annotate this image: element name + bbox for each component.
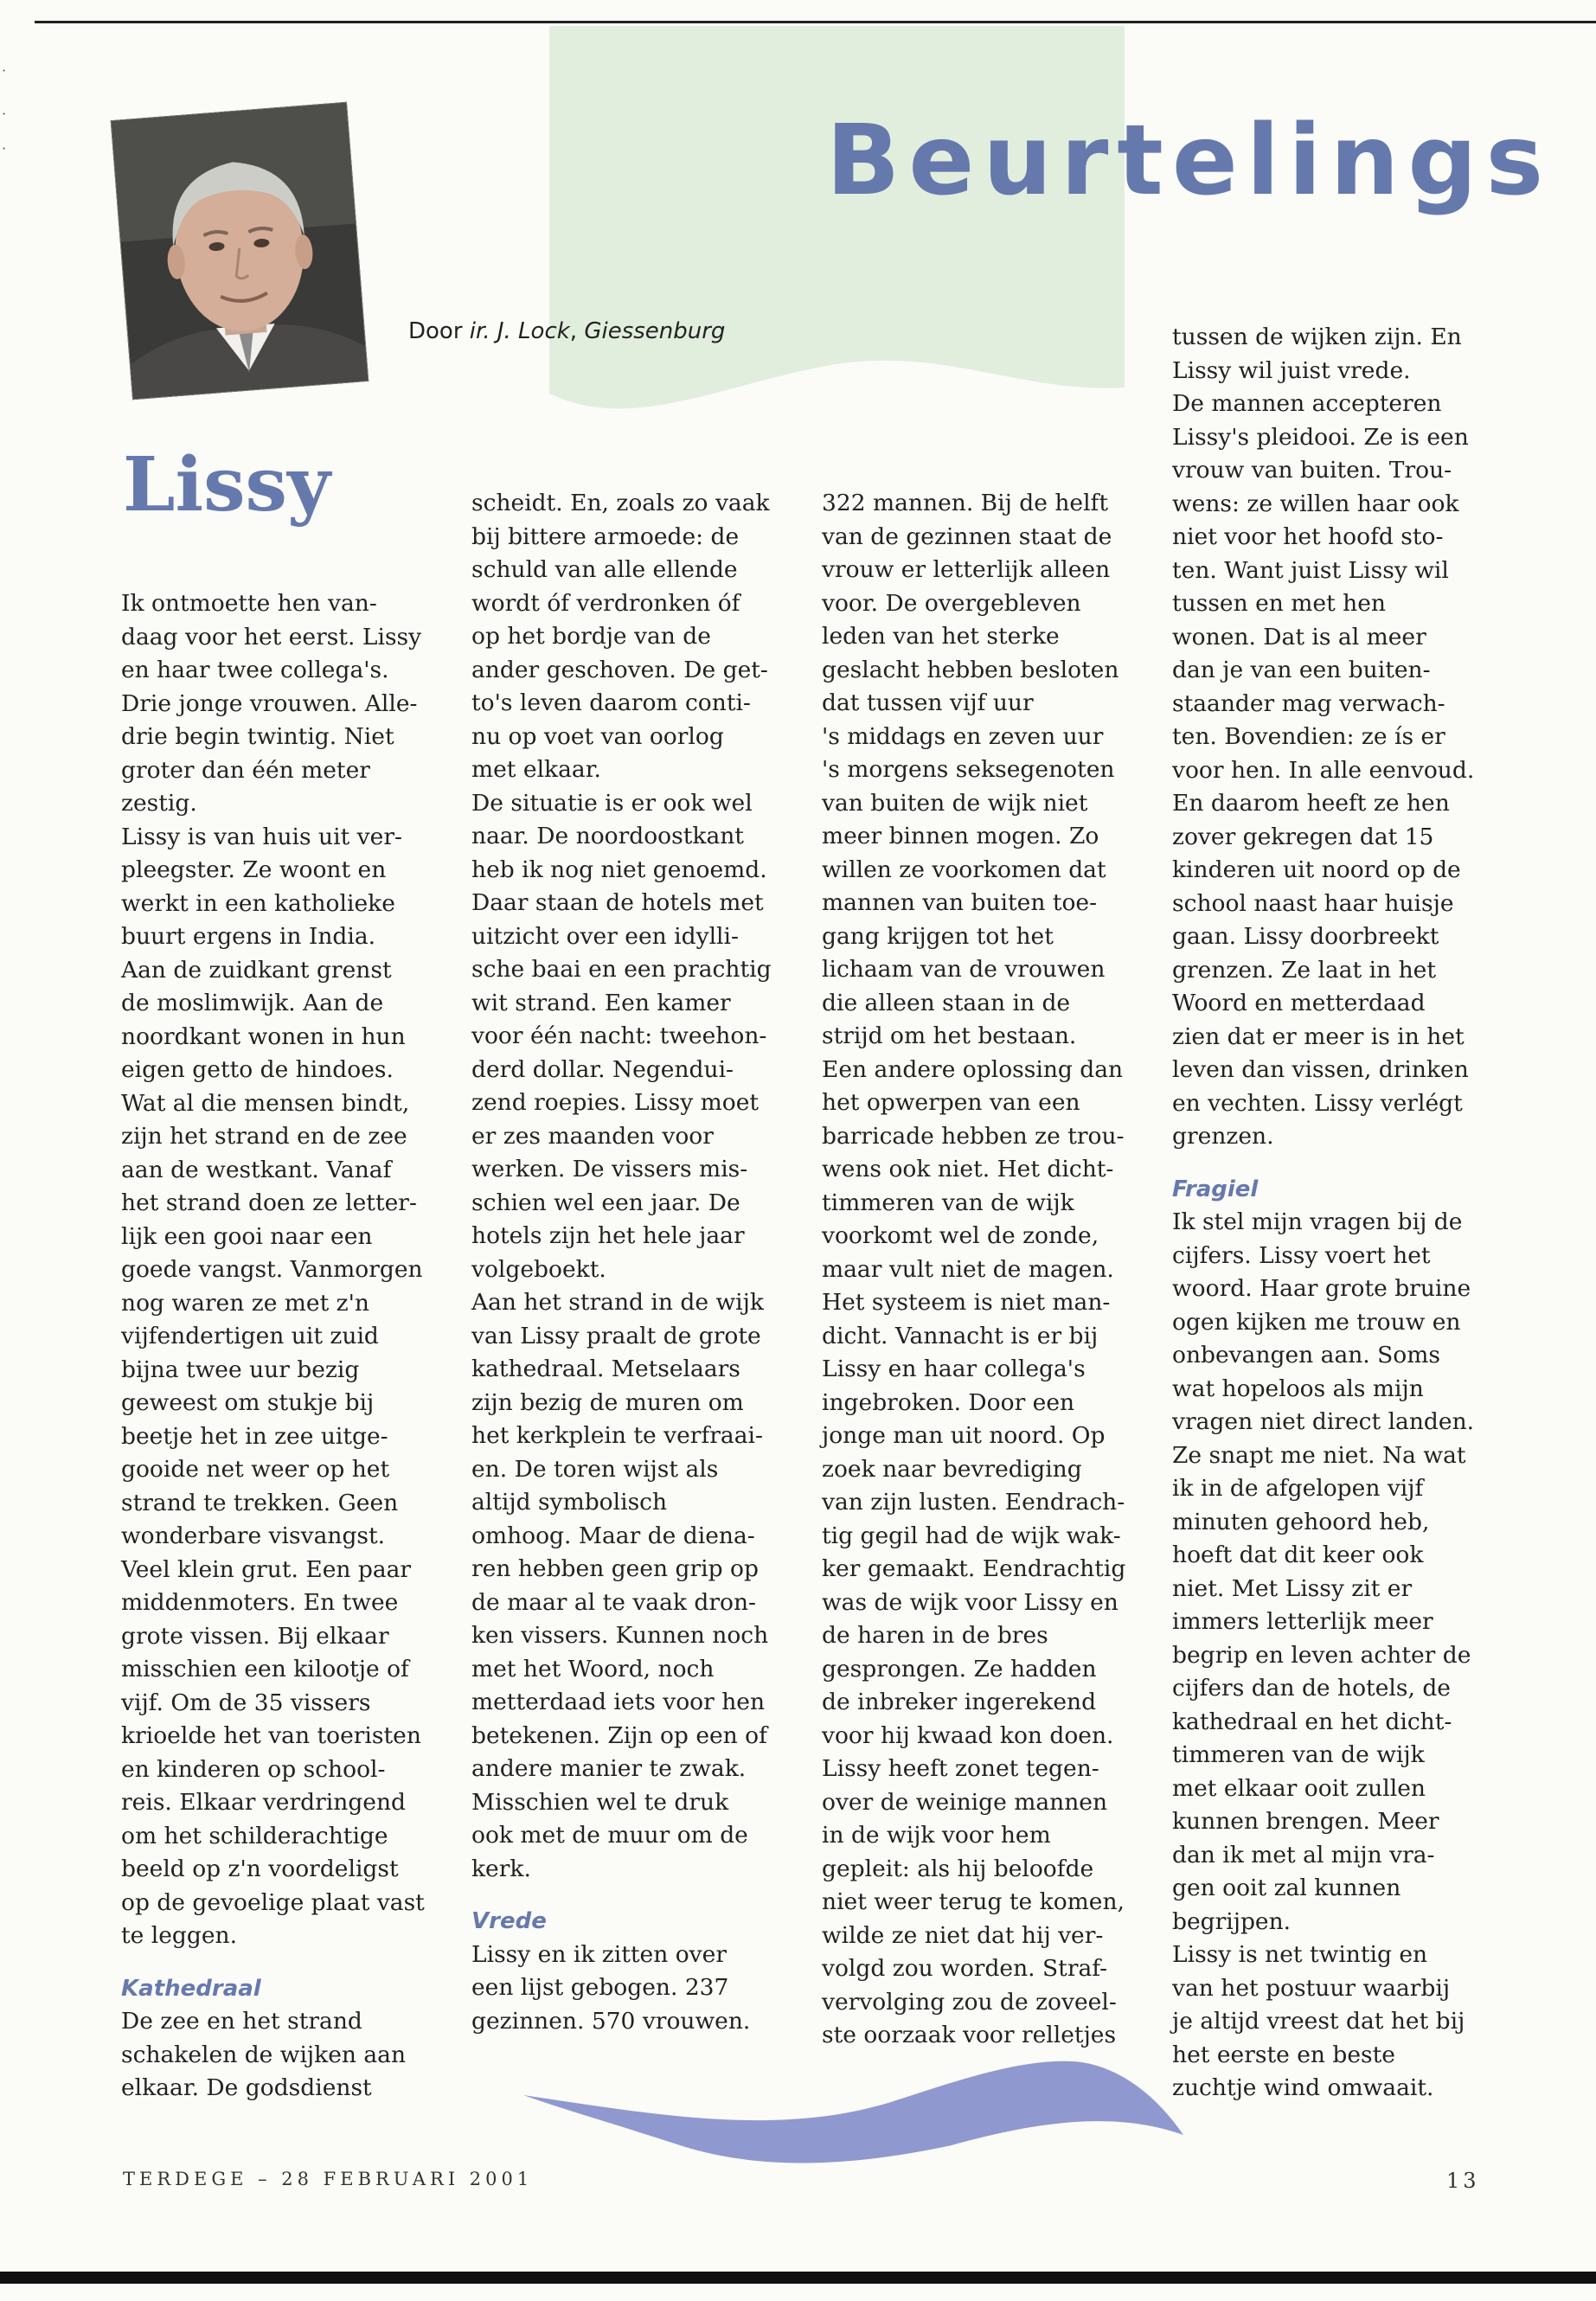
text-line: Ik ontmoette hen van- bbox=[121, 590, 377, 617]
text-line: Aan het strand in de wijk bbox=[471, 1289, 764, 1316]
text-line: gooide net weer op het bbox=[121, 1456, 390, 1483]
text-line: timmeren van de wijk bbox=[822, 1189, 1074, 1216]
text-line: daag voor het eerst. Lissy bbox=[121, 623, 422, 651]
text-line: het opwerpen van een bbox=[822, 1089, 1080, 1116]
text-line: kunnen brengen. Meer bbox=[1172, 1808, 1439, 1835]
text-line: gen ooit zal kunnen bbox=[1172, 1875, 1401, 1901]
byline: Door ir. J. Lock, Giessenburg bbox=[408, 318, 726, 344]
text-line: immers letterlijk meer bbox=[1172, 1608, 1433, 1635]
text-line: onbevangen aan. Soms bbox=[1172, 1342, 1440, 1368]
blue-wave bbox=[523, 2061, 1183, 2163]
bottom-rule bbox=[0, 2272, 1596, 2284]
text-line: dicht. Vannacht is er bij bbox=[822, 1322, 1099, 1349]
text-line: grote vissen. Bij elkaar bbox=[121, 1622, 389, 1650]
text-line: 's middags en zeven uur bbox=[822, 722, 1104, 750]
text-line: vijf. Om de 35 vissers bbox=[121, 1689, 371, 1716]
text-line: voor hen. In alle eenvoud. bbox=[1172, 756, 1475, 784]
text-line: metterdaad iets voor hen bbox=[471, 1689, 766, 1715]
text-line: zuchtje wind omwaait. bbox=[1172, 2074, 1434, 2101]
text-line: pleegster. Ze woont en bbox=[121, 856, 387, 883]
text-line: volgeboekt. bbox=[471, 1255, 606, 1283]
text-line: cijfers dan de hotels, de bbox=[1172, 1675, 1451, 1702]
text-line: voor. De overgebleven bbox=[822, 589, 1081, 617]
text-line: De zee en het strand bbox=[121, 2008, 362, 2035]
text-line: ingebroken. Door een bbox=[822, 1388, 1075, 1416]
text-line: leven dan vissen, drinken bbox=[1172, 1056, 1469, 1083]
text-line: Lissy heeft zonet tegen- bbox=[822, 1755, 1099, 1782]
text-line: je altijd vreest dat het bij bbox=[1172, 2008, 1465, 2035]
text-line: Het systeem is niet man- bbox=[822, 1289, 1111, 1316]
text-line: En daarom heeft ze hen bbox=[1172, 790, 1450, 817]
text-line: ten. Bovendien: ze ís er bbox=[1172, 723, 1445, 750]
text-line: begrip en leven achter de bbox=[1172, 1641, 1471, 1669]
text-line: de moslimwijk. Aan de bbox=[121, 990, 384, 1016]
text-line: maar vult niet de magen. bbox=[822, 1255, 1114, 1283]
text-line: voor één nacht: tweehon- bbox=[471, 1022, 767, 1049]
text-line: schakelen de wijken aan bbox=[121, 2041, 407, 2068]
text-line: zestig. bbox=[121, 790, 197, 817]
text-line: gang krijgen tot het bbox=[822, 922, 1054, 950]
article-title: Lissy bbox=[123, 441, 330, 529]
text-line: ogen kijken me trouw en bbox=[1172, 1308, 1461, 1336]
text-line: de maar al te vaak dron- bbox=[471, 1588, 756, 1616]
text-line: wordt óf verdronken óf bbox=[471, 589, 740, 617]
text-line: naar. De noordoostkant bbox=[471, 823, 744, 849]
byline-prefix: Door bbox=[408, 318, 463, 344]
text-line: zijn het strand en de zee bbox=[121, 1123, 407, 1150]
text-line: Daar staan de hotels met bbox=[471, 889, 764, 916]
text-line: van de gezinnen staat de bbox=[822, 522, 1112, 550]
paragraph bbox=[1172, 321, 1492, 1154]
text-line: en. De toren wijst als bbox=[471, 1455, 719, 1483]
text-line: hotels zijn het hele jaar bbox=[471, 1222, 745, 1249]
text-line: dat tussen vijf uur bbox=[822, 689, 1034, 716]
text-line: was de wijk voor Lissy en bbox=[822, 1588, 1118, 1616]
text-line: begrijpen. bbox=[1172, 1907, 1292, 1935]
text-line: niet weer terug te komen, bbox=[822, 1888, 1125, 1915]
text-line: buurt ergens in India. bbox=[121, 923, 376, 950]
text-line: kathedraal en het dicht- bbox=[1172, 1708, 1452, 1735]
text-line: gezinnen. 570 vrouwen. bbox=[471, 2007, 751, 2035]
text-line: en haar twee collega's. bbox=[121, 657, 389, 683]
text-line: Een andere oplossing dan bbox=[822, 1055, 1124, 1083]
text-line: strand te trekken. Geen bbox=[121, 1489, 399, 1516]
text-line: woord. Haar grote bruine bbox=[1172, 1275, 1471, 1302]
paragraph bbox=[471, 487, 792, 787]
subheading: Kathedraal bbox=[121, 1975, 261, 2002]
text-line: kinderen uit noord op de bbox=[1172, 856, 1461, 883]
text-line: Wat al die mensen bindt, bbox=[121, 1089, 410, 1117]
text-line: met elkaar ooit zullen bbox=[1172, 1774, 1426, 1802]
text-line: kathedraal. Metselaars bbox=[471, 1356, 740, 1382]
text-line: over de weinige mannen bbox=[822, 1788, 1108, 1816]
text-line: met elkaar. bbox=[471, 756, 601, 783]
text-line: niet. Met Lissy zit er bbox=[1172, 1574, 1413, 1602]
text-line: van Lissy praalt de grote bbox=[471, 1322, 761, 1349]
text-line: vragen niet direct landen. bbox=[1172, 1408, 1475, 1435]
text-line: ten. Want juist Lissy wil bbox=[1172, 556, 1449, 584]
text-line: tussen en met hen bbox=[1172, 590, 1386, 617]
text-line: reis. Elkaar verdringend bbox=[121, 1789, 407, 1816]
text-line: schuld van alle ellende bbox=[471, 556, 738, 583]
text-line: gepleit: als hij beloofde bbox=[822, 1855, 1094, 1882]
text-line: grenzen. bbox=[1172, 1123, 1274, 1150]
text-line: De situatie is er ook wel bbox=[471, 789, 753, 817]
text-line: en kinderen op school- bbox=[121, 1755, 386, 1783]
text-line: een lijst gebogen. 237 bbox=[471, 1974, 729, 2001]
text-line: betekenen. Zijn op een of bbox=[471, 1721, 767, 1749]
text-line: gaan. Lissy doorbreekt bbox=[1172, 923, 1439, 950]
subheading: Fragiel bbox=[1172, 1176, 1259, 1202]
text-line: to's leven daarom conti- bbox=[471, 689, 751, 716]
text-line: beetje het in zee uitge- bbox=[121, 1422, 388, 1450]
text-line: gesprongen. Ze hadden bbox=[822, 1655, 1097, 1682]
paragraph bbox=[121, 821, 441, 1953]
text-line: Woord en metterdaad bbox=[1172, 990, 1426, 1016]
text-line: ker gemaakt. Eendrachtig bbox=[822, 1555, 1126, 1582]
text-line: vervolging zou de zoveel- bbox=[822, 1988, 1117, 2016]
text-line: ik in de afgelopen vijf bbox=[1172, 1475, 1424, 1502]
scan-mark: ˙ bbox=[0, 145, 8, 163]
text-line: te leggen. bbox=[121, 1922, 238, 1949]
text-line: altijd symbolisch bbox=[471, 1489, 668, 1516]
text-line: ander geschoven. De get- bbox=[471, 656, 768, 683]
text-line: Misschien wel te druk bbox=[471, 1788, 729, 1816]
text-line: werkt in een katholieke bbox=[121, 889, 395, 917]
text-line: van zijn lusten. Eendrach- bbox=[822, 1489, 1125, 1516]
subheading: Vrede bbox=[471, 1908, 547, 1934]
text-column-3 bbox=[822, 487, 1142, 2053]
text-line: schien wel een jaar. De bbox=[471, 1189, 740, 1216]
text-line: timmeren van de wijk bbox=[1172, 1741, 1425, 1768]
text-line: strijd om het bestaan. bbox=[822, 1022, 1077, 1049]
text-line: staander mag verwach- bbox=[1172, 689, 1445, 717]
text-line: die alleen staan in de bbox=[822, 989, 1071, 1016]
text-line: zien dat er meer is in het bbox=[1172, 1022, 1465, 1050]
text-line: van buiten de wijk niet bbox=[822, 789, 1088, 817]
text-line: leden van het sterke bbox=[822, 623, 1060, 650]
text-line: willen ze voorkomen dat bbox=[822, 856, 1106, 883]
text-line: op de gevoelige plaat vast bbox=[121, 1888, 425, 1916]
text-line: aan de westkant. Vanaf bbox=[121, 1156, 392, 1183]
text-line: tig gegil had de wijk wak- bbox=[822, 1522, 1121, 1549]
text-line: werken. De vissers mis- bbox=[471, 1156, 748, 1183]
footer-issue: TERDEGE – 28 FEBRUARI 2001 bbox=[123, 2169, 534, 2189]
text-line: barricade hebben ze trou- bbox=[822, 1122, 1125, 1150]
text-line: sche baai en een prachtig bbox=[471, 956, 772, 983]
text-line: noordkant wonen in hun bbox=[121, 1022, 406, 1050]
paragraph bbox=[121, 2005, 441, 2106]
text-line: elkaar. De godsdienst bbox=[121, 2074, 372, 2101]
scan-mark: ˙ bbox=[0, 67, 8, 86]
text-line: middenmoters. En twee bbox=[121, 1589, 399, 1616]
text-line: lijk een gooi naar een bbox=[121, 1222, 373, 1250]
text-line: volgd zou worden. Straf- bbox=[822, 1955, 1108, 1982]
text-line: zover gekregen dat 15 bbox=[1172, 823, 1434, 850]
byline-place: Giessenburg bbox=[584, 318, 726, 344]
text-line: van het postuur waarbij bbox=[1172, 1974, 1451, 2002]
scan-mark: ˙ bbox=[0, 111, 8, 129]
text-line: andere manier te zwak. bbox=[471, 1755, 747, 1782]
text-line: voorkomt wel de zonde, bbox=[822, 1222, 1099, 1249]
text-line: zijn bezig de muren om bbox=[471, 1388, 744, 1416]
text-line: dan je van een buiten- bbox=[1172, 657, 1431, 683]
paragraph bbox=[471, 1939, 792, 2039]
text-line: hoeft dat dit keer ook bbox=[1172, 1541, 1424, 1568]
text-line: ren hebben geen grip op bbox=[471, 1555, 759, 1582]
text-line: er zes maanden voor bbox=[471, 1122, 714, 1150]
text-line: Lissy en ik zitten over bbox=[471, 1940, 727, 1968]
text-line: derd dollar. Negendui- bbox=[471, 1055, 734, 1083]
text-line: bij bittere armoede: de bbox=[471, 522, 740, 550]
text-line: vrouw er letterlijk alleen bbox=[822, 556, 1111, 583]
text-line: beeld op z'n voordeligst bbox=[121, 1856, 399, 1882]
paragraph bbox=[121, 587, 441, 821]
text-line: cijfers. Lissy voert het bbox=[1172, 1241, 1431, 1269]
text-line: ken vissers. Kunnen noch bbox=[471, 1622, 769, 1649]
byline-name: ir. J. Lock bbox=[469, 318, 570, 344]
text-line: het eerste en beste bbox=[1172, 2041, 1395, 2068]
text-line: scheidt. En, zoals zo vaak bbox=[471, 490, 770, 516]
text-line: kerk. bbox=[471, 1855, 531, 1882]
paragraph bbox=[1172, 1939, 1492, 2106]
text-line: het kerkplein te verfraai- bbox=[471, 1422, 763, 1449]
text-line: heb ik nog niet genoemd. bbox=[471, 856, 767, 883]
text-line: niet voor het hoofd sto- bbox=[1172, 523, 1444, 550]
text-line: school naast haar huisje bbox=[1172, 889, 1454, 917]
text-line: wilde ze niet dat hij ver- bbox=[822, 1921, 1104, 1949]
text-line: wens: ze willen haar ook bbox=[1172, 490, 1459, 517]
text-line: zend roepies. Lissy moet bbox=[471, 1089, 760, 1116]
text-line: omhoog. Maar de diena- bbox=[471, 1522, 755, 1549]
text-line: zoek naar bevrediging bbox=[822, 1455, 1082, 1483]
text-line: grenzen. Ze laat in het bbox=[1172, 956, 1436, 984]
text-line: Lissy is net twintig en bbox=[1172, 1941, 1428, 1968]
text-line: wonen. Dat is al meer bbox=[1172, 623, 1426, 651]
paragraph bbox=[1172, 1206, 1492, 1939]
text-line: nu op voet van oorlog bbox=[471, 722, 724, 750]
text-line: krioelde het van toeristen bbox=[121, 1722, 421, 1749]
text-line: dan ik met al mijn vra- bbox=[1172, 1841, 1435, 1868]
text-line: de inbreker ingerekend bbox=[822, 1689, 1097, 1715]
text-line: Lissy wil juist vrede. bbox=[1172, 356, 1411, 384]
text-line: vijfendertigen uit zuid bbox=[121, 1323, 379, 1349]
text-line: minuten gehoord heb, bbox=[1172, 1508, 1430, 1535]
text-line: Lissy en haar collega's bbox=[822, 1356, 1086, 1382]
text-line: meer binnen mogen. Zo bbox=[822, 823, 1099, 849]
text-line: jonge man uit noord. Op bbox=[822, 1422, 1106, 1449]
paragraph bbox=[471, 1286, 792, 1886]
text-line: met het Woord, noch bbox=[471, 1655, 715, 1682]
text-line: Veel klein grut. Een paar bbox=[121, 1555, 412, 1583]
series-title: Beurtelings bbox=[826, 105, 1553, 217]
text-line: Lissy's pleidooi. Ze is een bbox=[1172, 423, 1469, 451]
text-line: 322 mannen. Bij de helft bbox=[822, 490, 1109, 516]
text-line: op het bordje van de bbox=[471, 623, 711, 650]
text-line: geslacht hebben besloten bbox=[822, 656, 1119, 683]
text-line: bijna twee uur bezig bbox=[121, 1356, 360, 1383]
text-line: Ze snapt me niet. Na wat bbox=[1172, 1441, 1466, 1469]
author-photo bbox=[111, 102, 369, 400]
text-line: Aan de zuidkant grenst bbox=[121, 956, 392, 984]
text-line: nog waren ze met z'n bbox=[121, 1289, 369, 1317]
text-line: eigen getto de hindoes. bbox=[121, 1056, 394, 1083]
text-line: groter dan één meter bbox=[121, 756, 370, 784]
text-column-1 bbox=[121, 587, 441, 2106]
text-line: wonderbare visvangst. bbox=[121, 1522, 386, 1549]
text-line: geweest om stukje bij bbox=[121, 1389, 375, 1416]
text-line: De mannen accepteren bbox=[1172, 390, 1442, 417]
text-line: wit strand. Een kamer bbox=[471, 989, 731, 1016]
paragraph bbox=[822, 487, 1142, 2053]
page-number: 13 bbox=[1446, 2169, 1480, 2193]
text-line: Lissy is van huis uit ver- bbox=[121, 823, 402, 850]
text-line: vrouw van buiten. Trou- bbox=[1172, 457, 1452, 484]
paragraph bbox=[471, 787, 792, 1287]
text-line: wat hopeloos als mijn bbox=[1172, 1375, 1424, 1402]
text-line: tussen de wijken zijn. En bbox=[1172, 324, 1462, 350]
text-line: mannen van buiten toe- bbox=[822, 889, 1098, 916]
text-line: in de wijk voor hem bbox=[822, 1822, 1051, 1849]
text-column-4 bbox=[1172, 321, 1492, 2106]
text-line: de haren in de bres bbox=[822, 1622, 1048, 1649]
text-line: wens ook niet. Het dicht- bbox=[822, 1156, 1114, 1183]
text-line: om het schilderachtige bbox=[121, 1822, 388, 1849]
text-line: goede vangst. Vanmorgen bbox=[121, 1256, 423, 1283]
text-line: 's morgens seksegenoten bbox=[822, 756, 1115, 783]
text-line: voor hij kwaad kon doen. bbox=[822, 1721, 1114, 1749]
green-panel bbox=[549, 26, 1125, 408]
text-column-2 bbox=[471, 487, 792, 2038]
text-line: het strand doen ze letter- bbox=[121, 1189, 417, 1216]
text-line: Ik stel mijn vragen bij de bbox=[1172, 1208, 1463, 1235]
text-line: drie begin twintig. Niet bbox=[121, 723, 394, 750]
text-line: uitzicht over een idylli- bbox=[471, 922, 739, 950]
text-line: ste oorzaak voor relletjes bbox=[822, 2022, 1117, 2048]
text-line: lichaam van de vrouwen bbox=[822, 956, 1106, 983]
text-line: ook met de muur om de bbox=[471, 1822, 748, 1849]
text-line: en vechten. Lissy verlégt bbox=[1172, 1089, 1463, 1117]
text-line: Drie jonge vrouwen. Alle- bbox=[121, 689, 418, 717]
text-line: misschien een kilootje of bbox=[121, 1656, 409, 1682]
